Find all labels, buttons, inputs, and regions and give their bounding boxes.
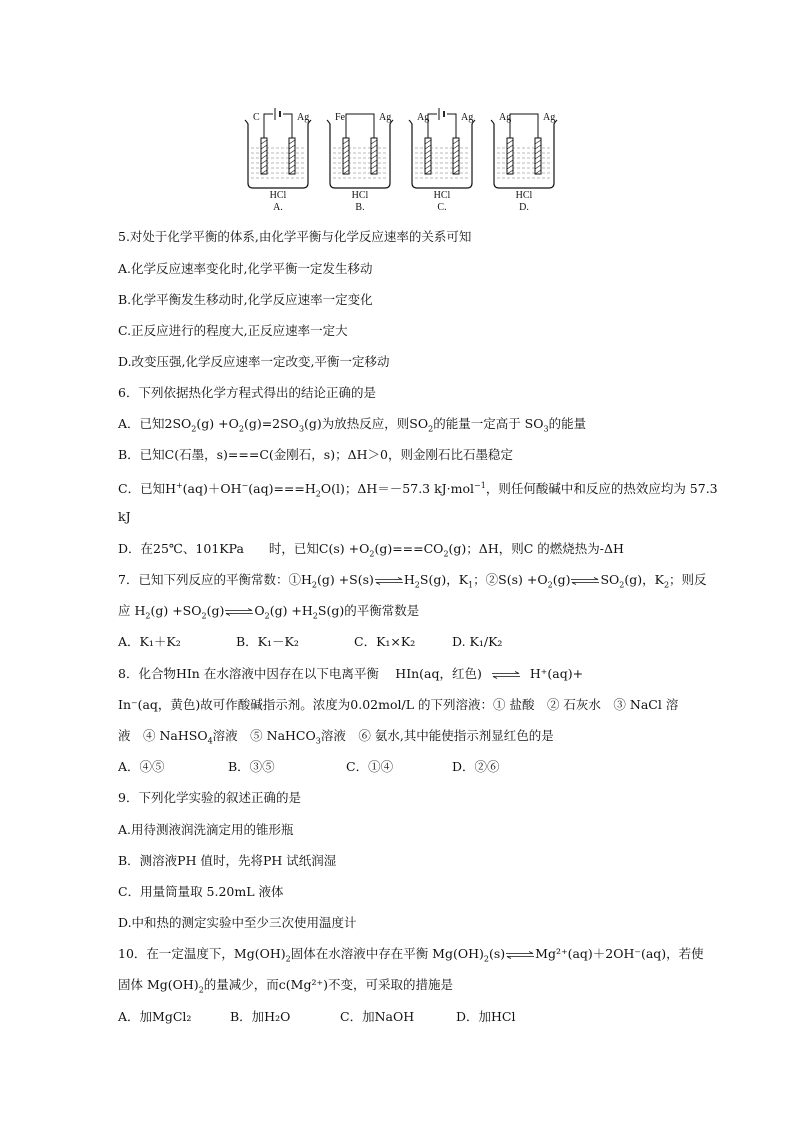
- q10-option-c: C．加NaOH: [340, 1009, 415, 1024]
- equilibrium-arrow-icon: [505, 951, 535, 959]
- q9-option-b: B．测溶液PH 值时，先将PH 试纸润湿: [118, 853, 337, 868]
- option-label: A.: [273, 202, 283, 213]
- electrode-right-label: Ag: [543, 112, 556, 123]
- electrolyte-label: HCl: [269, 190, 287, 201]
- equilibrium-arrow-icon: [374, 577, 404, 585]
- q9-option-a: A.用待测液润洗滴定用的锥形瓶: [118, 822, 294, 837]
- electrode-left-label: Ag: [417, 112, 430, 123]
- electrode-left-label: Fe: [335, 112, 345, 123]
- wire: [264, 114, 292, 138]
- electrode-right-label: Ag: [379, 112, 392, 123]
- electrode-left-label: Ag: [499, 112, 512, 123]
- q9-option-d: D.中和热的测定实验中至少三次使用温度计: [118, 915, 357, 930]
- q6-stem: 6．下列依据热化学方程式得出的结论正确的是: [118, 385, 376, 400]
- q8-stem-line3: 液 ④ NaHSO$_4$溶液 ⑤ NaHCO$_3$溶液 ⑥ 氨水,其中能使指示剂显红色的是: [118, 728, 554, 746]
- option-label: D.: [519, 202, 529, 213]
- q8-option-c: C．①④: [346, 759, 394, 774]
- cell-2: [327, 112, 393, 213]
- electrolyte-label: HCl: [433, 190, 451, 201]
- cell-3: [409, 108, 475, 213]
- q8-option-d: D．②⑥: [452, 759, 500, 774]
- equilibrium-arrow-icon: [224, 608, 254, 616]
- q10-stem: 10．在一定温度下，$Mg(OH)_2$固体在水溶液中存在平衡 $Mg(OH)_2(s)$ Mg²⁺(aq)＋2OH⁻(aq)，若使: [118, 946, 704, 964]
- electrolyte-label: HCl: [515, 190, 533, 201]
- q10-option-b: B．加H₂O: [230, 1009, 291, 1024]
- cell-4: [491, 112, 557, 213]
- electrochemical-cells-figure: [240, 108, 560, 214]
- q7-option-c: C．K₁×K₂: [354, 634, 416, 649]
- q6-option-b: B．已知C(石墨，s)===C(金刚石，s)；ΔH＞0，则金刚石比石墨稳定: [118, 447, 513, 462]
- q5-option-a: A.化学反应速率变化时,化学平衡一定发生移动: [118, 261, 373, 276]
- wire: [510, 114, 538, 138]
- q9-stem: 9．下列化学实验的叙述正确的是: [118, 790, 301, 805]
- q10-option-d: D．加HCl: [456, 1009, 516, 1024]
- q7-option-a: A．K₁＋K₂: [118, 634, 181, 649]
- q9-option-c: C．用量筒量取 5.20mL 液体: [118, 884, 284, 899]
- electrolyte-label: HCl: [351, 190, 369, 201]
- q5-option-d: D.改变压强,化学反应速率一定改变,平衡一定移动: [118, 354, 390, 369]
- q8-stem: 8．化合物HIn 在水溶液中因存在以下电离平衡 HIn(aq，红色) H⁺(aq)+: [118, 666, 584, 681]
- q10-stem-line2: 固体 $Mg(OH)_2$的量减少，而c(Mg²⁺)不变，可采取的措施是: [118, 977, 453, 995]
- q7-stem: 7．已知下列反应的平衡常数：$①H_2(g) +S(s)$ $H_2S(g)$，$K_1$；②S(s) $+O_2(g)$ $SO_2(g)$，$K_2$；则反: [118, 572, 707, 590]
- electrode-right-label: Ag: [297, 112, 310, 123]
- q10-option-a: A．加MgCl₂: [118, 1009, 192, 1024]
- wire: [428, 114, 456, 138]
- q8-option-a: A．④⑤: [118, 759, 165, 774]
- q6-option-a: A．已知$2SO_2(g) +O_2(g)=2SO_3(g)$为放热反应，则$SO_2$的能量一定高于 $SO_3$的能量: [118, 416, 587, 434]
- q6-option-c-continued: kJ: [118, 509, 131, 524]
- option-label: C.: [437, 202, 447, 213]
- q7-stem-line2: 应 $H_2(g) +SO_2(g)$ $O_2(g) +H_2S(g)$的平衡常数是: [118, 603, 420, 621]
- option-label: B.: [355, 202, 365, 213]
- q5-stem: 5.对处于化学平衡的体系,由化学平衡与化学反应速率的关系可知: [118, 229, 472, 244]
- cell-1: [245, 108, 311, 213]
- equilibrium-arrow-icon: [570, 577, 600, 585]
- q7-options: [118, 634, 502, 650]
- q10-options: [118, 1009, 516, 1025]
- q8-options: [118, 759, 500, 775]
- q5-option-b: B.化学平衡发生移动时,化学反应速率一定变化: [118, 292, 373, 307]
- q5-option-c: C.正反应进行的程度大,正反应速率一定大: [118, 323, 348, 338]
- electrode-right-label: Ag: [461, 112, 474, 123]
- q7-option-d: D. K₁/K₂: [452, 634, 503, 649]
- q8-stem-line2: In⁻(aq，黄色)故可作酸碱指示剂。浓度为0.02mol/L 的下列溶液：① 盐酸 ② 石灰水 ③ NaCl 溶: [118, 697, 679, 712]
- q6-option-d: D．在25℃、101KPa 时，已知$C(s) +O_2(g)===CO_2(g)$；ΔH，则C 的燃烧热为-ΔH: [118, 541, 624, 559]
- q6-option-c: C．已知$H^+(aq)+OH^-(aq)===H_2O(l)$；ΔH＝－57.3 kJ·mol$^{-1}$，则任何酸碱中和反应的热效应均为 57.3: [118, 481, 718, 499]
- electrode-left-label: C: [253, 112, 260, 123]
- equilibrium-arrow-icon: [488, 671, 524, 679]
- wire: [346, 114, 374, 138]
- q8-option-b: B．③⑤: [228, 759, 275, 774]
- q7-option-b: B．K₁－K₂: [236, 634, 299, 649]
